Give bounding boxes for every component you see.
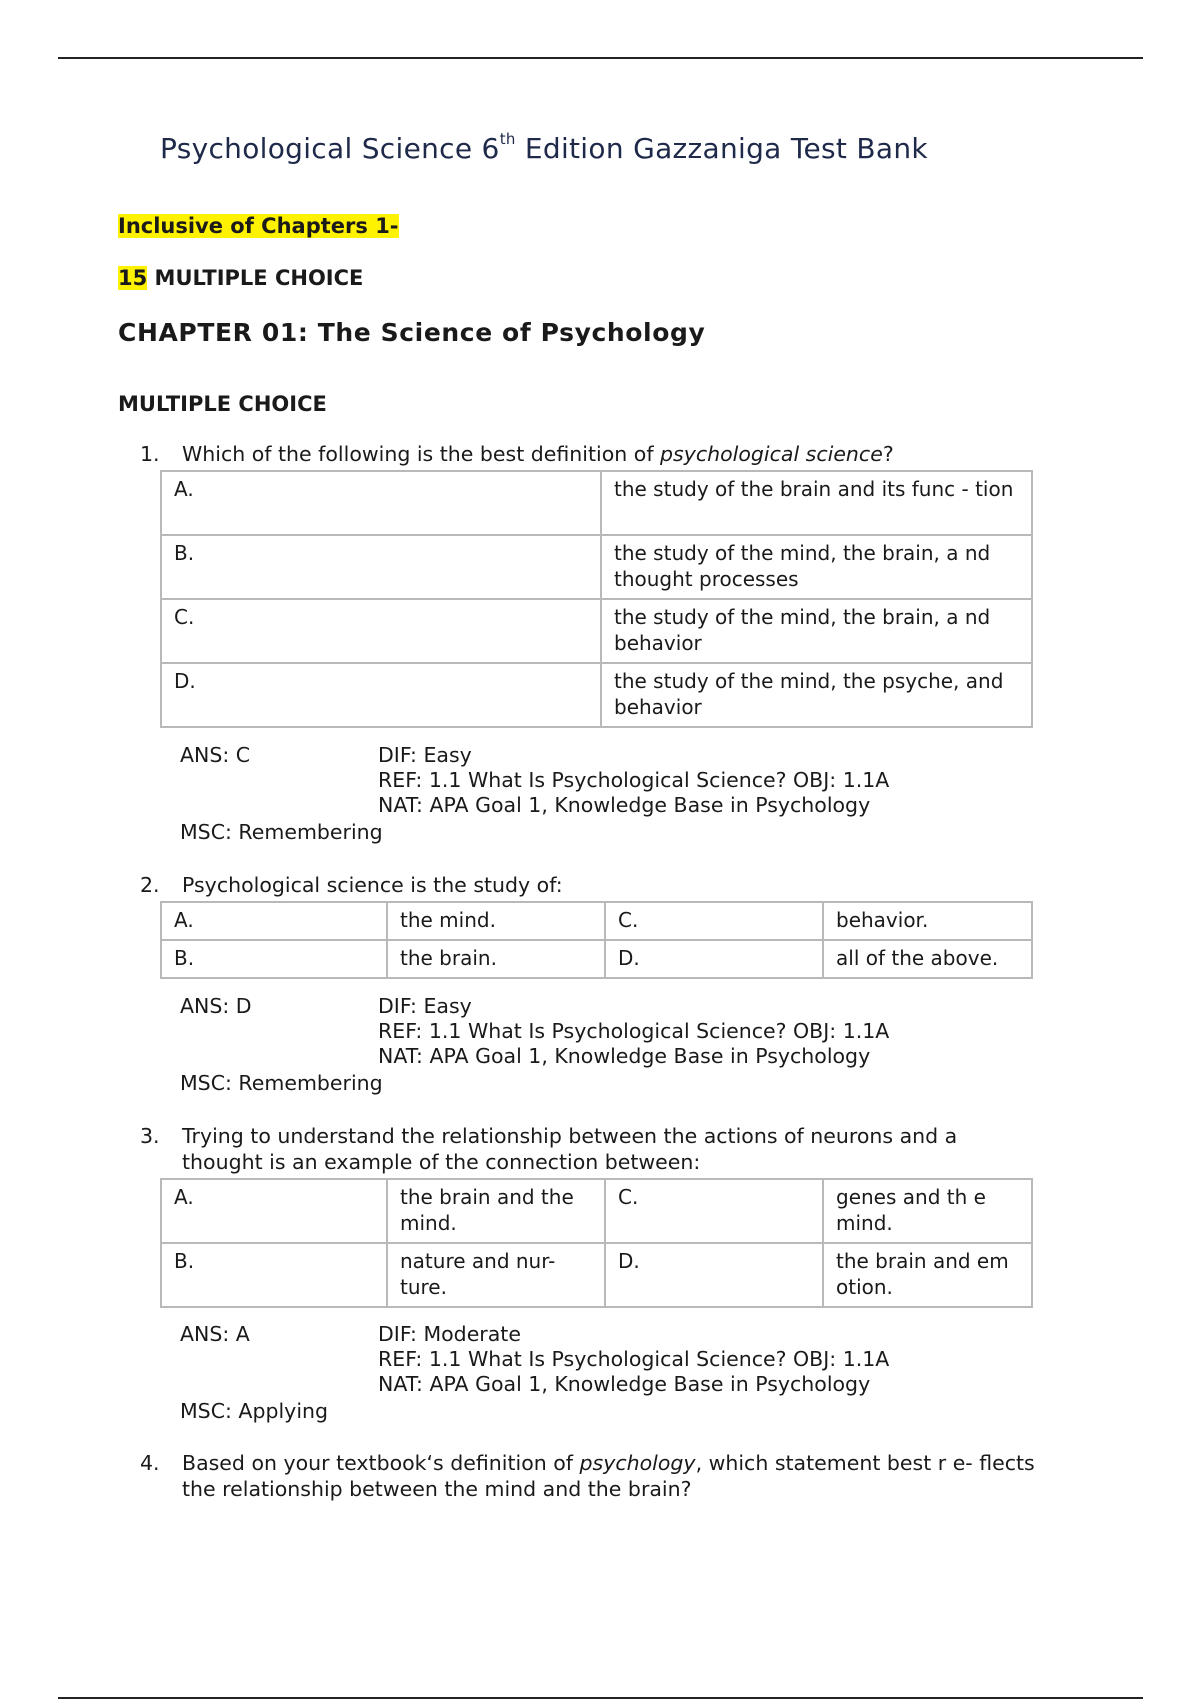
question-text-suffix: ? xyxy=(882,442,894,466)
answer-key: ANS: D xyxy=(180,994,252,1018)
question-text-prefix: Based on your textbook‘s definition of xyxy=(182,1451,580,1475)
chapter-heading: CHAPTER 01: The Science of Psychology xyxy=(118,318,706,347)
msc-level: MSC: Remembering xyxy=(180,820,383,844)
title-main: Psychological Science 6 xyxy=(160,132,500,165)
msc-level: MSC: Remembering xyxy=(180,1071,383,1095)
reference: REF: 1.1 What Is Psychological Science? OBJ: 1.1A xyxy=(378,1347,890,1371)
reference: REF: 1.1 What Is Psychological Science? OBJ: 1.1A xyxy=(378,768,890,792)
option-text: the study of the brain and its func - tion xyxy=(601,471,1032,535)
option-text: genes and th e mind. xyxy=(823,1179,1032,1243)
table-row xyxy=(161,1179,1032,1243)
page-title xyxy=(160,129,1040,165)
option-letter: C. xyxy=(161,599,601,663)
question-text-italic: psychology xyxy=(579,1451,696,1475)
difficulty: DIF: Easy xyxy=(378,743,472,767)
option-letter: B. xyxy=(161,1243,387,1307)
options-table-1 xyxy=(160,470,1033,728)
option-letter: C. xyxy=(605,1179,823,1243)
table-row xyxy=(161,535,1032,599)
intro-line-2-rest: MULTIPLE CHOICE xyxy=(147,266,364,290)
question-number: 2. xyxy=(140,873,160,897)
question-number: 1. xyxy=(140,442,160,466)
question-1 xyxy=(140,441,1040,467)
bottom-rule xyxy=(58,1697,1143,1699)
national-standard: NAT: APA Goal 1, Knowledge Base in Psychology xyxy=(378,793,871,817)
table-row xyxy=(161,599,1032,663)
question-text xyxy=(182,1450,1040,1502)
question-text xyxy=(182,441,1040,467)
table-row xyxy=(161,940,1032,978)
table-row xyxy=(161,1243,1032,1307)
option-text: the brain. xyxy=(387,940,605,978)
question-2 xyxy=(140,872,1040,898)
title-superscript: th xyxy=(499,129,516,148)
option-text: the mind. xyxy=(387,902,605,940)
option-letter: A. xyxy=(161,1179,387,1243)
question-4 xyxy=(140,1450,1040,1502)
reference: REF: 1.1 What Is Psychological Science? OBJ: 1.1A xyxy=(378,1019,890,1043)
answer-key: ANS: C xyxy=(180,743,251,767)
national-standard: NAT: APA Goal 1, Knowledge Base in Psychology xyxy=(378,1372,871,1396)
answer-details xyxy=(378,1322,889,1397)
option-text: all of the above. xyxy=(823,940,1032,978)
table-row xyxy=(161,663,1032,727)
title-rest: Edition Gazzaniga Test Bank xyxy=(515,132,928,165)
question-text: Psychological science is the study of: xyxy=(182,873,563,897)
question-text: Trying to understand the relationship between the actions of neurons and a thought is an example of the connection between: xyxy=(182,1124,958,1174)
question-number: 3. xyxy=(140,1124,160,1148)
option-letter: A. xyxy=(161,902,387,940)
answer-details xyxy=(378,994,889,1069)
options-table-2 xyxy=(160,901,1033,979)
national-standard: NAT: APA Goal 1, Knowledge Base in Psychology xyxy=(378,1044,871,1068)
option-text: the study of the mind, the psyche, and behavior xyxy=(601,663,1032,727)
option-text: the study of the mind, the brain, a nd behavior xyxy=(601,599,1032,663)
difficulty: DIF: Easy xyxy=(378,994,472,1018)
intro-line-2 xyxy=(118,266,363,290)
msc-level: MSC: Applying xyxy=(180,1399,329,1423)
difficulty: DIF: Moderate xyxy=(378,1322,521,1346)
option-text: the brain and em otion. xyxy=(823,1243,1032,1307)
highlight-chapters: Inclusive of Chapters 1- xyxy=(118,214,399,238)
question-text-suffix: , which statement best r e- flects the relationship between the mind and the brain? xyxy=(182,1451,1035,1501)
option-letter: B. xyxy=(161,940,387,978)
answer-details xyxy=(378,743,889,818)
option-text: the study of the mind, the brain, a nd thought processes xyxy=(601,535,1032,599)
intro-line-1 xyxy=(118,214,399,238)
answer-key: ANS: A xyxy=(180,1322,250,1346)
option-letter: D. xyxy=(605,940,823,978)
table-row xyxy=(161,471,1032,535)
option-letter: D. xyxy=(605,1243,823,1307)
question-text-prefix: Which of the following is the best definition of xyxy=(182,442,661,466)
top-rule xyxy=(58,57,1143,59)
option-text: behavior. xyxy=(823,902,1032,940)
highlight-15: 15 xyxy=(118,266,148,290)
table-row xyxy=(161,902,1032,940)
option-letter: B. xyxy=(161,535,601,599)
option-letter: A. xyxy=(161,471,601,535)
option-text: the brain and the mind. xyxy=(387,1179,605,1243)
option-letter: D. xyxy=(161,663,601,727)
option-text: nature and nur- ture. xyxy=(387,1243,605,1307)
options-table-3 xyxy=(160,1178,1033,1308)
question-number: 4. xyxy=(140,1451,160,1475)
section-heading: MULTIPLE CHOICE xyxy=(118,392,327,416)
option-letter: C. xyxy=(605,902,823,940)
question-text-italic: psychological science xyxy=(660,442,883,466)
question-3 xyxy=(140,1123,1040,1175)
